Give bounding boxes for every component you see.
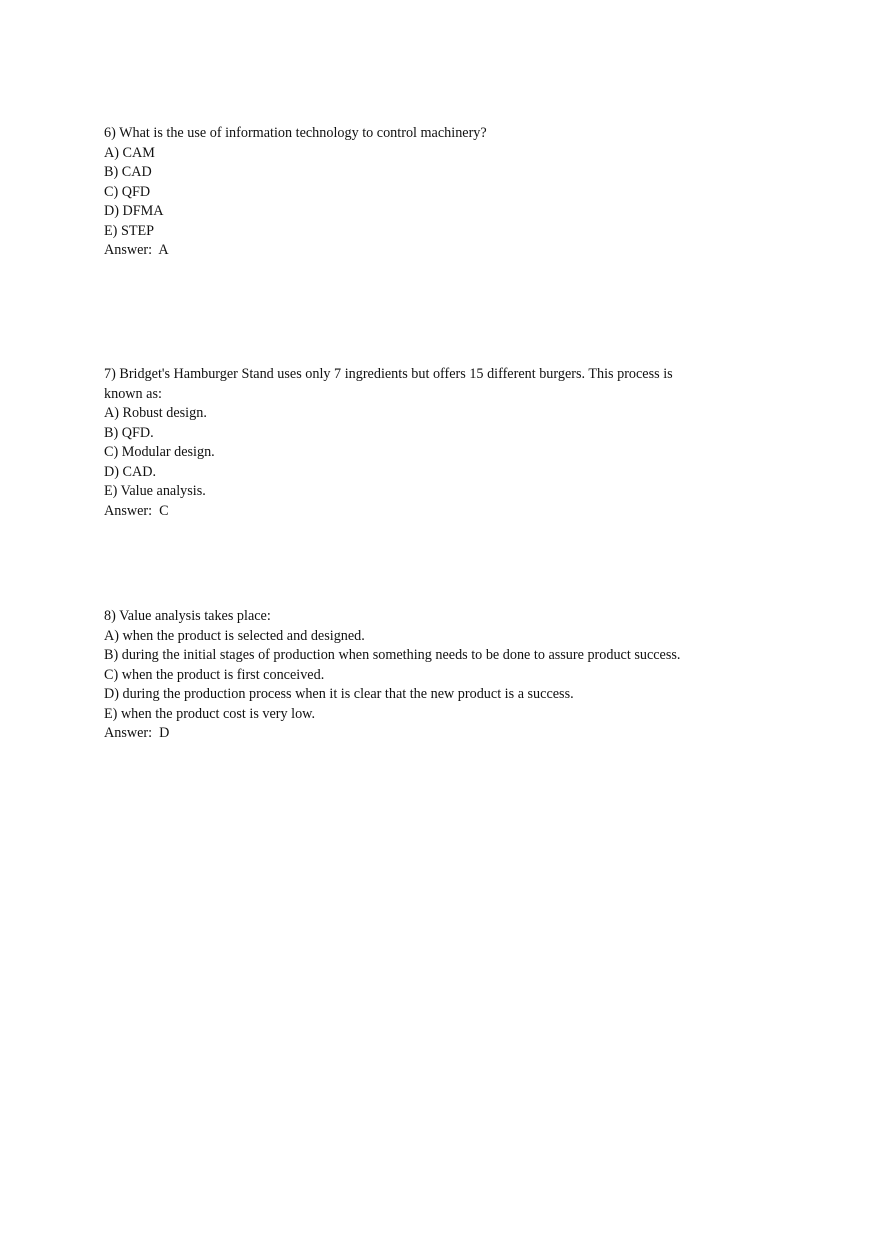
option-e: E) when the product cost is very low. [104,705,316,722]
question-stem: 8) Value analysis takes place: [104,608,271,624]
option-a: A) CAM [104,144,155,161]
option-a: A) when the product is selected and designed. [104,627,365,644]
option-e: E) Value analysis. [104,483,206,499]
question-8 [104,607,744,744]
option-d: D) CAD. [104,463,157,480]
option-c: C) when the product is first conceived. [104,666,325,683]
question-stem: 6) What is the use of information technology to control machinery? [104,125,487,141]
option-e: E) STEP [104,222,155,239]
option-c: C) QFD [104,183,151,200]
option-d: D) DFMA [104,203,164,219]
option-b: B) CAD [104,164,152,180]
answer-line: Answer: A [104,242,169,258]
option-b: B) during the initial stages of production when something needs to be done to assure product success. [104,647,681,663]
answer-line: Answer: D [104,725,170,741]
question-6 [104,124,724,261]
question-stem: 7) Bridget's Hamburger Stand uses only 7 ingredients but offers 15 different burgers. This process is known as: [104,366,677,402]
option-d: D) during the production process when it is clear that the new product is a success. [104,686,574,702]
option-a: A) Robust design. [104,405,207,421]
answer-line: Answer: C [104,502,169,519]
question-7 [104,365,704,521]
option-c: C) Modular design. [104,444,215,460]
option-b: B) QFD. [104,424,154,441]
